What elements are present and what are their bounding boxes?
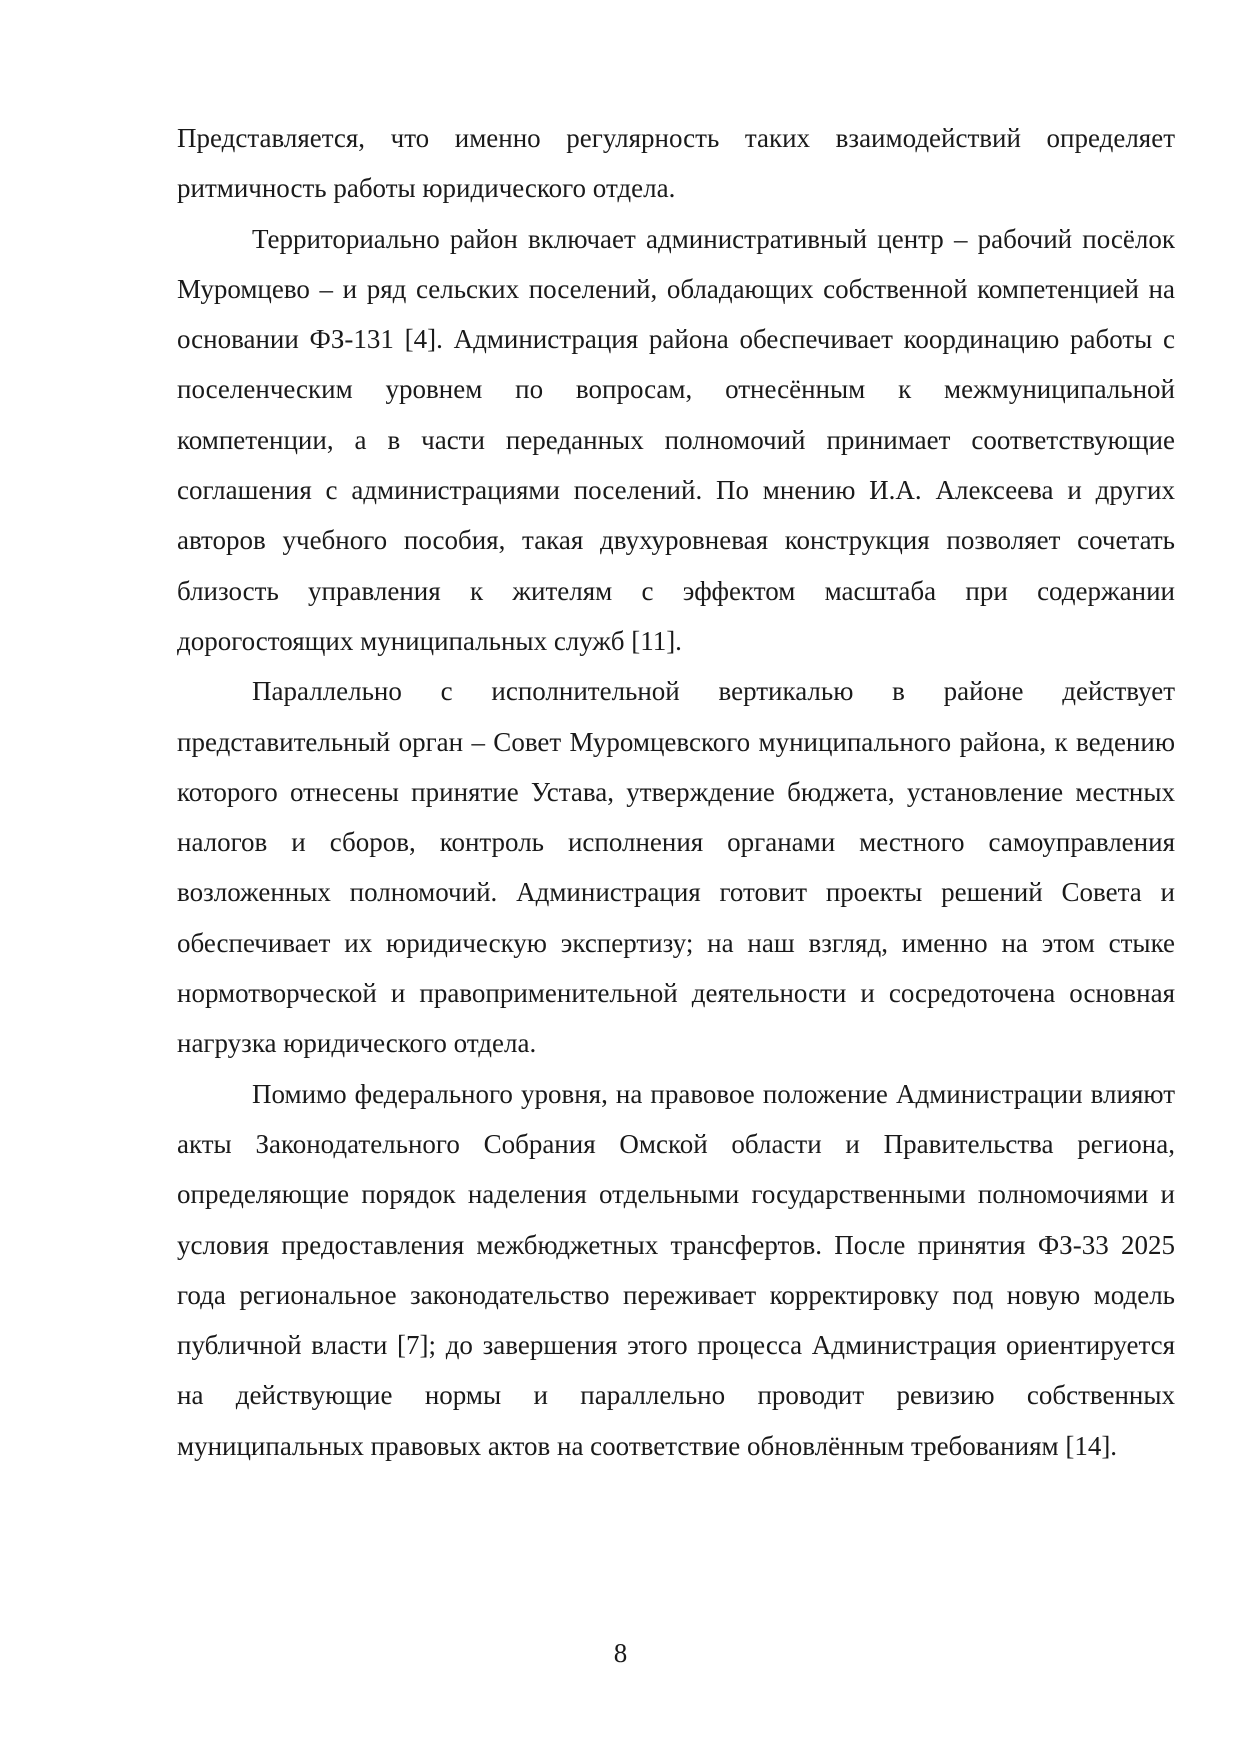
- paragraph-3: Параллельно с исполнительной вертикалью в районе действует представительный орган – Совет Муромцевского муниципального района, к ведению которого отнесены принятие Устава, утверждение бюджета, установление местных налогов и сборов, контроль исполнения органами местного самоуправления возложенных полномочий. Администрация готовит проекты решений Совета и обеспечивает их юридическую экспертизу; на наш взгляд, именно на этом стыке нормотворческой и правоприменительной деятельности и сосредоточена основная нагрузка юридического отдела.: [177, 676, 1175, 1059]
- paragraph-1: Представляется, что именно регулярность таких взаимодействий определяет ритмичность работы юридического отдела.: [177, 123, 1175, 204]
- page-number: 8: [613, 1638, 628, 1668]
- document-body: [177, 113, 1175, 1471]
- paragraph-4: Помимо федерального уровня, на правовое положение Администрации влияют акты Законодательного Собрания Омской области и Правительства региона, определяющие порядок наделения отдельными государственными полномочиями и условия предоставления межбюджетных трансфертов. После принятия ФЗ-33 2025 года региональное законодательство переживает корректировку под новую модель публичной власти [7]; до завершения этого процесса Администрация ориентируется на действующие нормы и параллельно проводит ревизию собственных муниципальных правовых актов на соответствие обновлённым требованиям [14].: [177, 1078, 1175, 1461]
- paragraph-2: Территориально район включает административный центр – рабочий посёлок Муромцево – и ряд сельских поселений, обладающих собственной компетенцией на основании ФЗ-131 [4]. Администрация района обеспечивает координацию работы с поселенческим уровнем по вопросам, отнесённым к межмуниципальной компетенции, а в части переданных полномочий принимает соответствующие соглашения с администрациями поселений. По мнению И.А. Алексеева и других авторов учебного пособия, такая двухуровневая конструкция позволяет сочетать близость управления к жителям с эффектом масштаба при содержании дорогостоящих муниципальных служб [11].: [177, 223, 1175, 656]
